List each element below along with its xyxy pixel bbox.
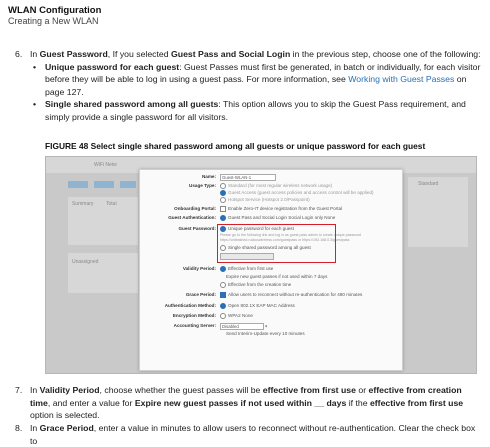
bg-standard: Standard: [418, 181, 439, 187]
bg-total: Total: [106, 201, 117, 207]
figure-caption: FIGURE 48 Select single shared password among all guests or unique password for each guest: [45, 141, 426, 151]
section-title: WLAN Configuration: [8, 5, 102, 16]
bullet-shared-password: • Single shared password among all guests: This option allows you to skip the Guest Pass requirement, and simply provide a single password for all visitors.: [33, 99, 466, 122]
radio-guest-pass-social[interactable]: [220, 215, 226, 221]
section-subtitle: Creating a New WLAN: [8, 16, 99, 26]
highlight-box: [217, 224, 336, 263]
bullet-dot: •: [33, 99, 37, 110]
step-6: [15, 48, 482, 124]
bullet-dot: •: [33, 61, 37, 72]
step-8: 8. In Grace Period, enter a value in minutes to allow users to reconnect without re-authentication. Clear the check box to: [15, 423, 476, 446]
form-row-encryption: Encryption Method: WPA2 None: [172, 313, 253, 319]
form-row-onboarding: Onboarding Portal: Enable Zero-IT device registration from the Guest Portal: [174, 206, 343, 212]
working-with-guest-passes-link[interactable]: Working with Guest Passes: [348, 74, 455, 85]
step-number: 8.: [15, 423, 23, 433]
form-row-guest-auth: Guest Authentication: Guest Pass and Social Login Social Login only None: [168, 215, 336, 221]
bg-button: [94, 181, 114, 188]
radio-creation-time[interactable]: [220, 282, 226, 288]
bg-right-panel: [408, 177, 468, 247]
radio-wpa2[interactable]: [220, 313, 226, 319]
form-row-grace: Grace Period: Allow users to reconnect without re-authentication for 480 minutes: [185, 292, 363, 298]
step-number: 7.: [15, 385, 23, 395]
figure-screenshot: [45, 156, 477, 374]
page-header: [8, 5, 101, 27]
accounting-select[interactable]: Disabled: [220, 323, 264, 330]
form-row-accounting: Accounting Server: Disabled ▾: [173, 323, 268, 329]
form-row-validity: Validity Period: Effective from first use: [182, 266, 274, 272]
bullet-unique-password: • Unique password for each guest: Guest Passes must first be generated, in batch or individually, for each visitor before they will be able to log in using a guest pass. For more information, see Working with Guest Passes on page 127.: [33, 61, 481, 97]
radio-open[interactable]: [220, 303, 226, 309]
bg-button: [120, 181, 136, 188]
radio-hotspot[interactable]: [220, 197, 226, 203]
form-row-auth-method: Authentication Method: Open 802.1X EAP MAC Address: [164, 303, 295, 309]
bg-button: [68, 181, 88, 188]
step-7: 7. In Validity Period, choose whether the guest passes will be effective from first use or effective from creation time, and enter a value for Expire new guest passes if not used within __ days if the effective from first use option is selected.: [15, 385, 464, 421]
chevron-down-icon: ▾: [264, 323, 268, 329]
bg-title: WiFi Netw: [94, 162, 117, 168]
form-row-guest-password: Guest Password: Unique password for each guest: [178, 226, 294, 232]
form-row-usage: Usage Type: Standard (for most regular wireless network usage): [189, 183, 333, 189]
wlan-edit-dialog: Name: Guest-WLAN-1 Usage Type: Standard (for most regular wireless network usage) Guest Access (guest access policies and access control will be applied) Hotspot Service (Hotspot 2.0/Passpoint) Onboarding Portal: Enable Zero-IT device registration from the Guest Portal Guest Authentication: Guest Pass and Social Login Social Login only None Guest Password: Unique password for each guest Please go to the following link and log in as guest pass admin to create unique password https://unleashed.ruckuswireless.com/guestpass or https://192.168.0.3/guestpass Single shared password among all guest Validity Period: Effective from first use Expire new guest passes if not used within 7 days Effective from the creation time Grace Period: Allow users to reconnect without re-authentication for 480 minutes Authentication Method: Open 802.1X EAP MAC Address Encryption Method: WPA2 None Accounting Server: Disabled ▾ Send Interim-Update every 10 minutes: [139, 169, 403, 371]
name-input[interactable]: Guest-WLAN-1: [220, 174, 276, 181]
step-6-text: In Guest Password, If you selected Guest Pass and Social Login in the previous step, choose one of the following:: [30, 49, 481, 59]
onboarding-checkbox[interactable]: [220, 206, 226, 212]
step-number: 6.: [15, 49, 23, 59]
grace-checkbox[interactable]: [220, 292, 226, 298]
form-row-name: Name: Guest-WLAN-1: [140, 173, 402, 182]
bg-summary: Summary: [72, 201, 94, 207]
radio-first-use[interactable]: [220, 266, 226, 272]
bg-unassigned: Unassigned: [72, 259, 99, 265]
